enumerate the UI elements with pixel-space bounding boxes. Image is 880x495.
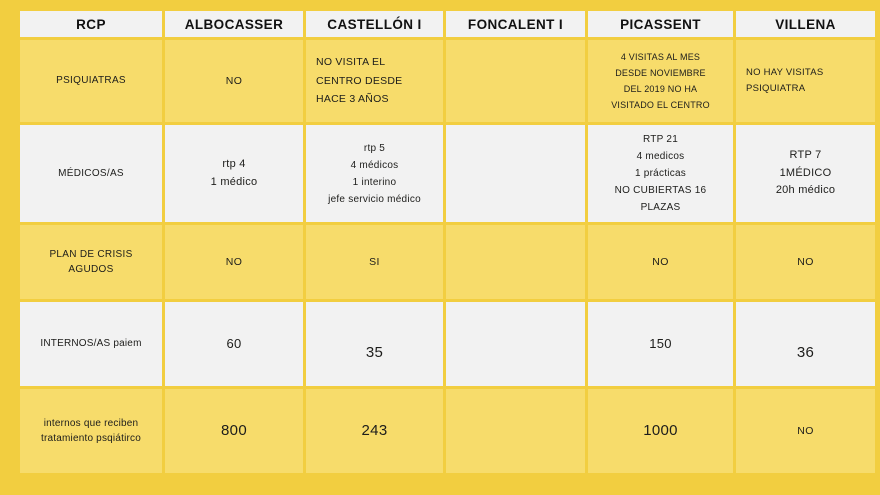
cell-text: 243 (361, 422, 388, 440)
cell-text: 35 (365, 344, 384, 362)
column-header-foncalent: FONCALENT I (446, 11, 585, 37)
column-header-villena: VILLENA (736, 11, 875, 37)
cell-medicos-castellon (306, 125, 443, 222)
column-header-castellon: CASTELLÓN I (306, 11, 443, 37)
cell-tratamiento-foncalent (446, 389, 585, 473)
row-label-text: MÉDICOS/AS (58, 167, 124, 179)
cell-medicos-picassent (588, 125, 733, 222)
table-header (20, 11, 875, 37)
cell-text: SI (369, 255, 380, 268)
cell-text: 800 (221, 422, 247, 440)
row-label-text: internos que reciben tratamiento psqiátirco (40, 417, 141, 444)
cell-text: NO HAY VISITAS PSIQUIATRA (746, 66, 824, 94)
cell-text: rtp 5 4 médicos 1 interino jefe servicio médico (328, 142, 421, 205)
row-label-medicos (20, 125, 162, 222)
cell-text: NO (797, 424, 814, 437)
cell-tratamiento-villena (736, 389, 875, 473)
cell-medicos-foncalent (446, 125, 585, 222)
cell-plancrisis-villena (736, 225, 875, 299)
cell-text: NO (652, 255, 669, 268)
cell-text: RTP 21 4 medicos 1 prácticas NO CUBIERTAS 16 PLAZAS (614, 134, 707, 213)
row-label-psiquiatras (20, 40, 162, 122)
cell-psiquiatras-castellon (306, 40, 443, 122)
comparison-table-container (17, 8, 863, 488)
cell-plancrisis-albocasser (165, 225, 303, 299)
row-label-text: INTERNOS/AS paiem (40, 338, 142, 350)
table-row (20, 40, 875, 122)
cell-psiquiatras-picassent (588, 40, 733, 122)
row-label-text: PLAN DE CRISIS AGUDOS (49, 248, 133, 275)
cell-text: 4 VISITAS AL MES DESDE NOVIEMBRE DEL 2019 NO HA VISITADO EL CENTRO (611, 51, 710, 111)
cell-text: RTP 7 1MÉDICO 20h médico (775, 149, 836, 197)
cell-internos-albocasser (165, 302, 303, 386)
cell-text: 36 (796, 344, 815, 362)
prison-mental-health-comparison-table (17, 8, 878, 476)
cell-text: 150 (649, 335, 672, 351)
row-label-internos-paiem (20, 302, 162, 386)
column-header-albocasser: ALBOCASSER (165, 11, 303, 37)
cell-internos-villena (736, 302, 875, 386)
cell-text: NO (225, 255, 243, 268)
cell-tratamiento-albocasser (165, 389, 303, 473)
table-row (20, 125, 875, 222)
table-row (20, 302, 875, 386)
column-header-rcp: RCP (20, 11, 162, 37)
column-header-picassent: PICASSENT (588, 11, 733, 37)
table-body (20, 40, 875, 473)
cell-internos-castellon (306, 302, 443, 386)
cell-tratamiento-picassent (588, 389, 733, 473)
header-row (20, 11, 875, 37)
cell-text: 60 (226, 335, 242, 351)
cell-psiquiatras-albocasser (165, 40, 303, 122)
cell-plancrisis-castellon (306, 225, 443, 299)
row-label-text: PSIQUIATRAS (56, 75, 126, 87)
cell-psiquiatras-villena (736, 40, 875, 122)
row-label-plan-de-crisis-agudos (20, 225, 162, 299)
cell-tratamiento-castellon (306, 389, 443, 473)
cell-text: NO VISITA EL CENTRO DESDE HACE 3 AÑOS (316, 56, 403, 106)
cell-text: 1000 (643, 422, 678, 440)
row-label-internos-tratamiento (20, 389, 162, 473)
table-row (20, 225, 875, 299)
cell-medicos-villena (736, 125, 875, 222)
cell-text: NO (225, 74, 243, 87)
cell-text: NO (797, 255, 814, 268)
cell-plancrisis-foncalent (446, 225, 585, 299)
table-row (20, 389, 875, 473)
cell-internos-foncalent (446, 302, 585, 386)
cell-text: rtp 4 1 médico (210, 157, 258, 188)
cell-medicos-albocasser (165, 125, 303, 222)
cell-psiquiatras-foncalent (446, 40, 585, 122)
cell-plancrisis-picassent (588, 225, 733, 299)
cell-internos-picassent (588, 302, 733, 386)
